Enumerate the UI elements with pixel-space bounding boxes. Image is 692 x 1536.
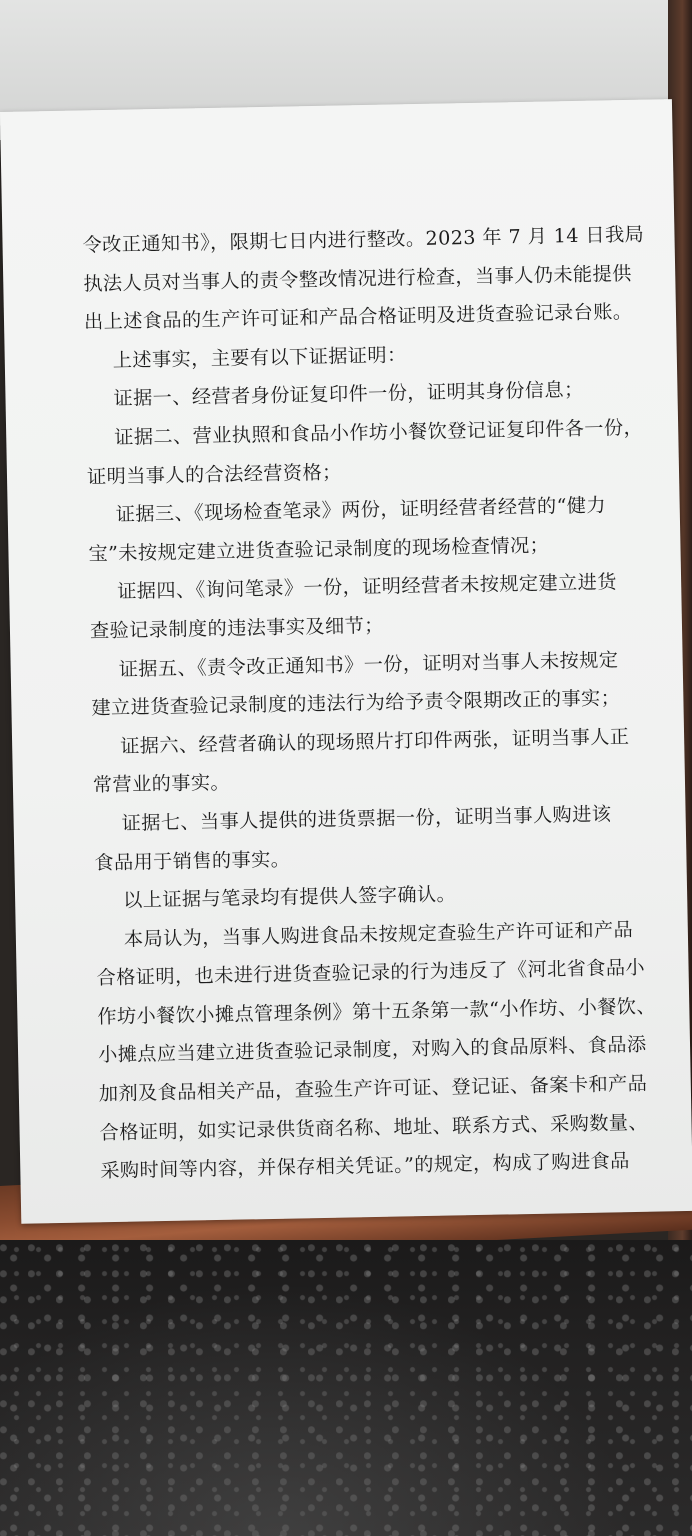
document-page [0,99,692,1224]
document-line: 证据七、当事人提供的进货票据一份，证明当事人购进该 [121,802,612,835]
document-line: 证据六、经营者确认的现场照片打印件两张，证明当事人正 [119,724,630,758]
document-line: 证据一、经营者身份证复印件一份，证明其身份信息； [113,378,584,411]
document-line: 以上证据与笔录均有提供人签字确认。 [122,882,457,912]
document-line: 作坊小餐饮小摊点管理条例》第十五条第一款“小作坊、小餐饮、 [97,994,657,1029]
document-line: 本局认为，当事人购进食品未按规定查验生产许可证和产品 [123,917,634,951]
document-line: 证明当事人的合法经营资格； [86,460,342,488]
document-line: 查验记录制度的违法事实及细节； [89,613,384,643]
document-line: 上述事实，主要有以下证据证明： [112,343,407,372]
document-line: 令改正通知书》，限期七日内进行整改。2023 年 7 月 14 日我局 [82,222,645,257]
document-line: 食品用于销售的事实。 [94,847,291,874]
document-line: 合格证明，也未进行进货查验记录的行为违反了《河北省食品小 [96,956,646,990]
document-line: 建立进货查验记录制度的违法行为给予责令限期改正的事实； [91,686,621,720]
document-body [82,215,680,1191]
document-line: 加剂及食品相关产品，查验生产许可证、登记证、备案卡和产品 [98,1071,648,1106]
document-line: 出上述食品的生产许可证和产品合格证明及进货查验记录台账。 [83,300,633,334]
document-line: 证据五、《责令改正通知书》一份，证明对当事人未按规定 [118,647,619,681]
document-line: 宝”未按规定建立进货查验记录制度的现场检查情况； [88,533,550,566]
document-line: 证据二、营业执照和食品小作坊小餐饮登记证复印件各一份， [114,415,644,449]
document-line: 执法人员对当事人的责令整改情况进行检查，当事人仍未能提供 [83,261,632,296]
document-line: 采购时间等内容，并保存相关凭证。”的规定，构成了购进食品 [100,1149,630,1183]
document-line: 证据四、《询问笔录》一份，证明经营者未按规定建立进货 [117,570,618,604]
document-line: 常营业的事实。 [92,771,231,797]
document-line: 小摊点应当建立进货查验记录制度，对购入的食品原料、食品添 [97,1033,647,1067]
document-line: 证据三、《现场检查笔录》两份，证明经营者经营的“健力 [115,493,607,527]
document-line: 合格证明，如实记录供货商名称、地址、联系方式、采购数量、 [99,1110,649,1144]
fabric-shadow [0,1240,692,1536]
